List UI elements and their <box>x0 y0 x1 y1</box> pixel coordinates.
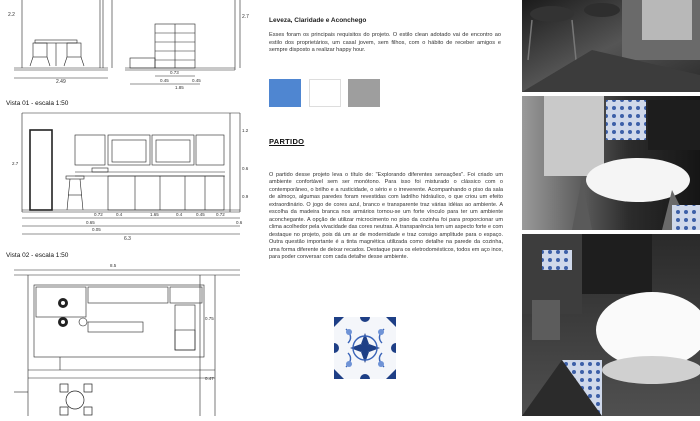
svg-text:6.3: 6.3 <box>124 236 131 242</box>
swatch-white <box>309 79 341 107</box>
swatch-gray <box>348 79 380 107</box>
svg-text:0.45: 0.45 <box>196 212 205 217</box>
svg-text:0.05: 0.05 <box>92 227 101 232</box>
svg-text:0.4: 0.4 <box>176 212 183 217</box>
svg-text:0.6: 0.6 <box>242 166 249 171</box>
section-heading: Leveza, Claridade e Aconchego <box>269 17 367 24</box>
svg-text:2.7: 2.7 <box>12 161 19 166</box>
svg-text:2.7: 2.7 <box>242 14 249 20</box>
hydraulic-tile-pattern <box>334 317 396 379</box>
svg-text:1.65: 1.65 <box>150 212 159 217</box>
vista-02-label: Vista 02 - escala 1:50 <box>6 252 69 259</box>
render-column <box>522 0 700 416</box>
svg-text:1.2: 1.2 <box>242 128 249 133</box>
svg-text:2.2: 2.2 <box>8 12 15 18</box>
svg-text:0.72: 0.72 <box>94 212 103 217</box>
vista-01-label: Vista 01 - escala 1:50 <box>6 100 69 107</box>
svg-text:8.5: 8.5 <box>110 263 117 268</box>
kitchen-renders <box>522 0 700 416</box>
architectural-drawings <box>0 0 258 416</box>
svg-text:0.6: 0.6 <box>236 220 243 225</box>
svg-text:0.65: 0.65 <box>86 220 95 225</box>
svg-text:0.9: 0.9 <box>242 194 249 199</box>
svg-text:0.73: 0.73 <box>170 70 179 75</box>
svg-text:0.4: 0.4 <box>116 212 123 217</box>
partido-paragraph: O partido desse projeto leva o título de: "Explorando diferentes sensações". Foi criado um ambiente confortável sem ser monótono. Para isso foi misturado o clássico com o contemporâneo, o brilho e a rusticidade, o sério e o irreverente. Acompanhando o piso da sala de almoço, algumas paredes foram revestidas com ladrilho hidráulico, o que criou um efeito extraordinário. O jogo de cores azul, branco e transparente traz várias idéias ao ambiente. A escolha da madeira branca nos armários tornou-se um forte vínculo para ter um ambiente aconchegante. A opção de utilizar microcimento no piso da cozinha foi para proporcionar um clima acolhedor pela vivacidade das cores neutras. A transparência tem um aspecto forte e com destaque no projeto, pois dá um ar de modernidade e traz consigo amplitude para o espaço. Outra questão importante é a tinta magnética utilizada como detalhe na parede da cozinha, uma forma diferente de deixar recados. Destaque para os eletrodomésticos, todos em aço inox, para poder conversar com cada detalhe desse ambiente. <box>269 172 503 260</box>
swatch-blue <box>269 79 301 107</box>
svg-text:0.47: 0.47 <box>205 376 214 381</box>
partido-title: PARTIDO <box>269 137 305 146</box>
intro-paragraph: Esses foram os principais requisitos do projeto. O estilo clean adotado vai de encontro ao estilo dos proprietários, um casal jovem, sem filhos, com o hábito de receber amigos e sempre disposto a realizar happy hour. <box>269 32 501 54</box>
svg-text:0.45: 0.45 <box>160 78 169 83</box>
svg-text:1.85: 1.85 <box>175 85 184 90</box>
svg-text:0.75: 0.75 <box>205 316 214 321</box>
svg-text:2.49: 2.49 <box>56 79 66 85</box>
text-column <box>262 0 510 416</box>
drawing-sheet <box>0 0 258 416</box>
svg-text:0.72: 0.72 <box>216 212 225 217</box>
svg-text:0.45: 0.45 <box>192 78 201 83</box>
